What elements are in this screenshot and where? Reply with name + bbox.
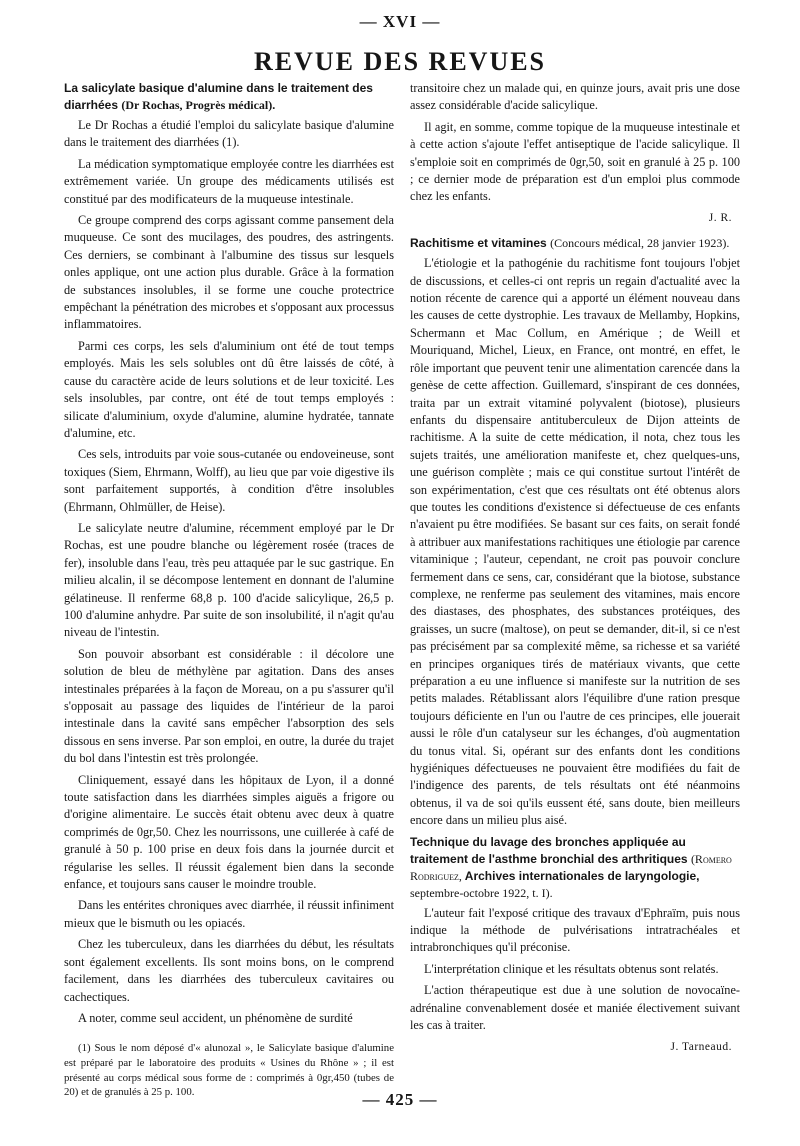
author-signature: J. Tarneaud. — [670, 1040, 732, 1053]
article-title-text: Technique du lavage des bronches appliquée au traitement de l'asthme bronchial des arthritiques — [410, 834, 688, 866]
footnote-text: (1) Sous le nom déposé d'« alunozal », le Salicylate basique d'alumine est préparé par le laboratoire des produits « Usines du Rhône » ; il est présenté au corps médical sous forme de : comprimés à 0gr,450 (tubes de 20) et de granulés à 25 p. 100. — [64, 1042, 394, 1099]
section-title: REVUE DES REVUES — [253, 47, 547, 76]
paragraph: La médication symptomatique employée contre les diarrhées est extrêmement variée. Un groupe des médicaments utilisés est constitué par des modificateurs de la muqueuse intestinale. — [64, 156, 394, 206]
article-title-text: La salicylate basique d'alumine dans le traitement des diarrhées — [64, 81, 373, 112]
paragraph: Cliniquement, essayé dans les hôpitaux de Lyon, il a donné toute satisfaction dans les diarrhées simples aiguës a frigore ou d'origine alimentaire. Le succès était obtenu avec deux à quatre comprimés de 0gr,50. Chez les nourrissons, une cuillerée à café de granulé à 50 p. 100 prise en deux fois dans la journée durcit et régularise les selles. Il réussit également bien dans la seconde enfance, et toujours sans causer le moindre trouble. — [64, 772, 394, 892]
page-number: — 425 — — [362, 1090, 438, 1109]
article-title — [410, 834, 740, 902]
article-source-date: septembre-octobre 1922, t. I). — [410, 885, 553, 900]
article-source: (Concours médical, 28 janvier 1923). — [550, 236, 730, 251]
paragraph: L'étiologie et la pathogénie du rachitisme font toujours l'objet de discussions, et celles-ci ont repris un regain d'actualité avec la notion récente de carence qui a apporté un élément nouveau dans les causes de cette dystrophie. Les travaux de Mellamby, Hopkins, Schermann et Mac Collum, en Amérique ; de Weill et Mouriquand, Michel, Lieux, en France, ont montré, en effet, le rôle important que peuvent tenir une alimentation carencée dans la genèse de cette affection. Guillemard, s'inspirant de ces données, traita par un extrait vitaminé polyvalent (biotose), plusieurs enfants du dispensaire antituberculeux de Dijon atteints de rachitisme. A la suite de cette médication, il nota, chez tous les sujets traités, une amélioration manifeste et, chez quelques-uns, une guérison complète ; mais ce qui constitue surtout l'intérêt de son expérimentation, c'est que ces résultats ont été obtenus alors que toutes les conditions d'existence si défectueuse de ces enfants n'avaient pu être modifiées. Se basant sur ces faits, on serait fondé à attribuer aux manifestations rachitiques une étiologie par carence vitaminique ; l'auteur, cependant, ne croit pas pouvoir conclure fermement dans ce sens, car, considérant que la biotose, substance complexe, ne renferme pas seulement des vitamines, mais encore des diastases, des phosphates, des substances protéiques, des graisses, un sucre (maltose), on peut se demander, dit-il, si ce n'est pas précisément par sa complexité même, sa richesse et sa variété en principes organiques tirés de matériaux vivants, que cette préparation a eu une influence si manifeste sur la nutrition de ses petits malades. Rétablissant alors l'équilibre d'une ration presque toujours déficiente en l'un ou l'autre de ces principes, elle jouerait aussi le rôle d'un catalyseur sur les échanges, d'où augmentation du tonus vital. Si, opérant sur des enfants dont les conditions hygiéniques défectueuses ne pouvaient être modifiées du fait de l'indigence des parents, de tels résultats ont été néanmoins obtenus, il va de soi qu'ils eussent été, sans doute, bien meilleurs encore dans un milieu plus aisé. — [410, 256, 740, 828]
paragraph: transitoire chez un malade qui, en quinze jours, avait pris une dose assez considérable d'acide salicylique. — [410, 81, 740, 113]
paragraph: Dans les entérites chroniques avec diarrhée, il réussit infiniment mieux que le bismuth ou les opiacés. — [64, 898, 394, 930]
paragraph: Ces sels, introduits par voie sous-cutanée ou endoveineuse, sont toxiques (Siem, Ehrmann, Wolff), au lieu que par voie digestive ils sont parfaitement supportés, à condition d'être insolubles (Ehrmann, Ohlmüller, de Heise). — [64, 447, 394, 514]
left-column — [64, 80, 394, 1100]
article-source-journal: Archives internationales de laryngologie, — [464, 868, 700, 883]
paragraph: Ce groupe comprend des corps agissant comme pansement dela muqueuse. Ce sont des mucilages, des poudres, des astringents. Ces derniers, se combinant à l'albumine des tissus sur lesquels onles applique, ont une action plus durable. Grâce à la formation de substances insolubles, il se forme une couche protectrice empêchant la pénétration des microbes et s'opposant aux processus inflammatoires. — [64, 213, 394, 332]
paragraph: L'auteur fait l'exposé critique des travaux d'Ephraïm, puis nous indique la méthode de pulvérisations intratrachéales et intrabronchiques qu'il préconise. — [410, 905, 740, 955]
paragraph: L'action thérapeutique est due à une solution de novocaïne-adrénaline convenablement dosée et maniée électivement suivant les cas à traiter. — [410, 983, 740, 1033]
paragraph: Il agit, en somme, comme topique de la muqueuse intestinale et à cette action s'ajoute l'effet antiseptique de l'acide salicylique. Il s'emploie soit en comprimés de 0gr,50, soit en granulé à 25 p. 100 ; ce dernier mode de préparation est d'un emploi plus commode chez les enfants. — [410, 119, 740, 204]
article-source-author: (Romero Rodriguez, — [410, 851, 732, 883]
paragraph: Le salicylate neutre d'alumine, récemment employé par le Dr Rochas, est une poudre blanche ou légèrement rosée (traces de fer), insoluble dans l'eau, très peu attaquée par le suc gastrique. En milieu alcalin, il se décompose lentement en donnant de l'alumine gélatineuse. Il renferme 68,8 p. 100 d'acide salicylique, 26,5 p. 100 d'alumine anhydre. Par suite de son insolubilité, il n'agit qu'au niveau de l'intestin. — [64, 520, 394, 640]
paragraph: Le Dr Rochas a étudié l'emploi du salicylate basique d'alumine dans le traitement des diarrhées (1). — [64, 118, 394, 150]
article-title-text: Rachitisme et vitamines — [410, 236, 547, 251]
article-title — [410, 235, 740, 252]
paragraph: Parmi ces corps, les sels d'aluminium ont été de tout temps employés. Mais les sels solubles ont dû être laissés de côté, à cause du caractère acide de leurs solutions et de leur toxicité. Les sels insolubles, par contre, ont été de tout temps employés : silicate d'aluminium, oxyde d'alumine, alumine hydratée, tannate d'alumine, etc. — [64, 338, 394, 440]
author-signature: J. R. — [708, 211, 732, 224]
paragraph: Son pouvoir absorbant est considérable : il décolore une solution de bleu de méthylène par agitation. Dans des anses intestinales préparées à la façon de Moreau, on a pu s'assurer qu'il s'opposait au passage des liquides de l'intérieur de la paroi intestinale dans la cavité sans empêcher l'absorption des sels dissous en sens inverse. Par son emploi, en outre, la durée du trajet du bol dans l'intestin est très prolongée. — [64, 646, 394, 766]
article-source: (Dr Rochas, Progrès médical). — [121, 98, 276, 112]
right-column — [410, 80, 740, 1064]
paragraph: L'interprétation clinique et les résultats obtenus sont relatés. — [424, 961, 719, 976]
paragraph: A noter, comme seul accident, un phénomène de surdité — [78, 1010, 353, 1025]
paragraph: Chez les tuberculeux, dans les diarrhées du début, les résultats sont également excellents. Ils sont moins bons, on le comprend facilement, dans les diarrhées des tuberculeux cavitaires ou cachectiques. — [64, 937, 394, 1004]
article-title — [64, 80, 394, 114]
roman-page-number: — XVI — — [359, 12, 441, 31]
